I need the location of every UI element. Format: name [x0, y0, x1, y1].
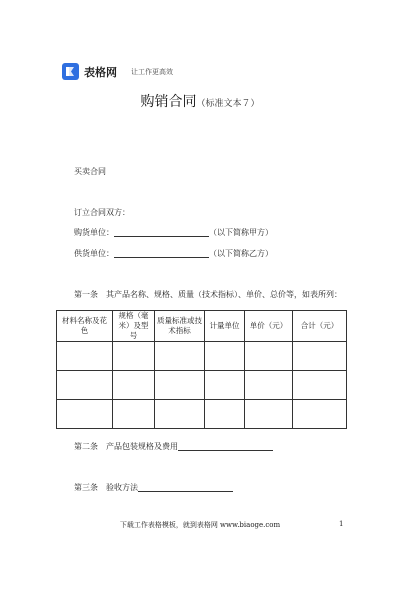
header-price: 单价（元）	[245, 311, 293, 342]
table-cell[interactable]	[155, 342, 205, 371]
header-material: 材料名称及花色	[57, 311, 113, 342]
article-3: 第三条 验收方法	[74, 483, 138, 492]
seller-label: 供货单位：	[74, 249, 114, 258]
buyer-label: 购货单位：	[74, 228, 114, 237]
brand-logo	[62, 63, 173, 80]
table-cell[interactable]	[245, 342, 293, 371]
table-cell[interactable]	[245, 371, 293, 400]
table-cell[interactable]	[293, 342, 347, 371]
header-quality: 质量标准或技术指标	[155, 311, 205, 342]
seller-line	[74, 248, 273, 259]
table-cell[interactable]	[205, 371, 245, 400]
article-2-line	[74, 441, 273, 452]
buyer-note: （以下简称甲方）	[209, 228, 273, 237]
article-1: 第一条 其产品名称、规格、质量（技术指标）、单价、总价等，如表所列：	[74, 290, 342, 299]
table-header-row	[57, 311, 347, 342]
header-spec: 规格（毫米）及型号	[113, 311, 155, 342]
table-cell[interactable]	[113, 371, 155, 400]
table-cell[interactable]	[155, 371, 205, 400]
product-table	[56, 310, 347, 429]
article-3-line	[74, 482, 233, 493]
table-cell[interactable]	[293, 371, 347, 400]
document-title	[0, 91, 400, 111]
header-total: 合计（元）	[293, 311, 347, 342]
table-cell[interactable]	[245, 400, 293, 429]
table-cell[interactable]	[205, 400, 245, 429]
table-row	[57, 400, 347, 429]
brand-slogan: 让工作更高效	[131, 67, 173, 76]
article-3-blank[interactable]	[138, 483, 233, 492]
page-number: 1	[339, 520, 344, 528]
table-cell[interactable]	[113, 400, 155, 429]
parties-intro: 订立合同双方：	[74, 208, 130, 217]
table-cell[interactable]	[57, 400, 113, 429]
header-unit: 计量单位	[205, 311, 245, 342]
article-2-blank[interactable]	[178, 442, 273, 451]
table-cell[interactable]	[57, 371, 113, 400]
table-row	[57, 371, 347, 400]
table-row	[57, 342, 347, 371]
article-2: 第二条 产品包装规格及费用	[74, 442, 178, 451]
table-cell[interactable]	[113, 342, 155, 371]
buyer-line	[74, 227, 273, 238]
title-sub: （标准文本７）	[196, 99, 260, 109]
buyer-blank[interactable]	[114, 228, 209, 237]
seller-blank[interactable]	[114, 249, 209, 258]
table-cell[interactable]	[57, 342, 113, 371]
table-cell[interactable]	[205, 342, 245, 371]
seller-note: （以下简称乙方）	[209, 249, 273, 258]
contract-heading: 买卖合同	[74, 167, 106, 176]
logo-icon	[62, 63, 79, 80]
table-cell[interactable]	[155, 400, 205, 429]
brand-name: 表格网	[84, 65, 117, 79]
title-main: 购销合同	[140, 94, 197, 110]
table-cell[interactable]	[293, 400, 347, 429]
page-footer: 下载工作表格模板，就到表格网 www.biaoge.com	[119, 521, 281, 529]
